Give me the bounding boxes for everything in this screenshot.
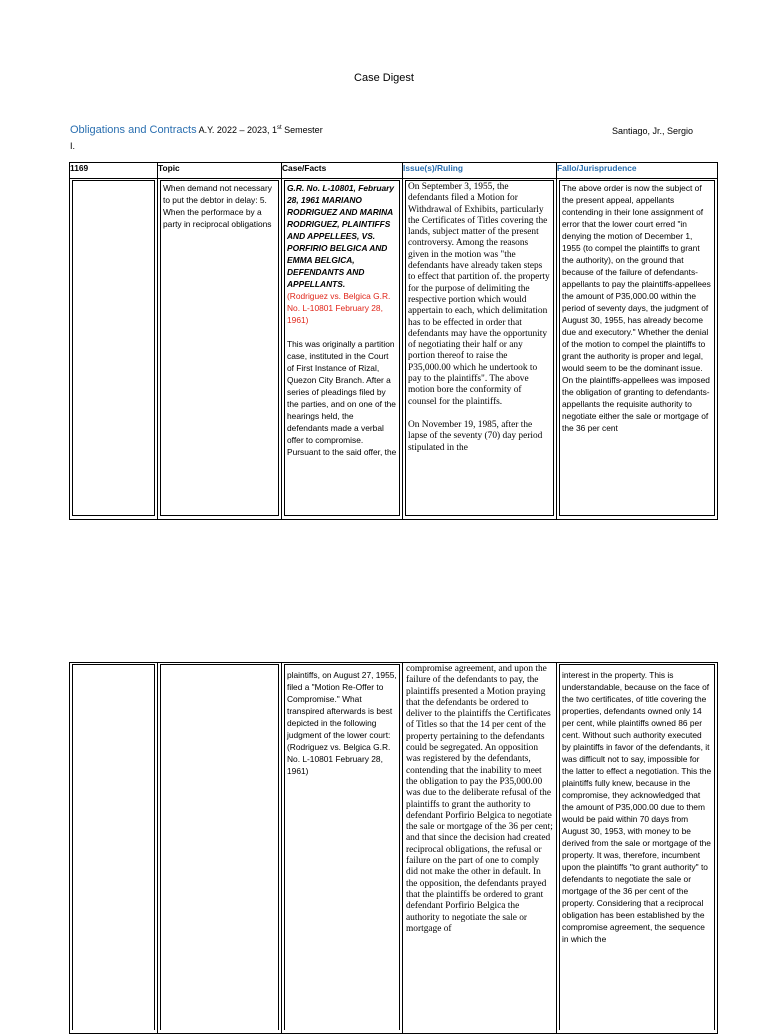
issue-paragraph: On November 19, 1985, after the lapse of the seventy (70) day period stipulated in the bbox=[408, 419, 543, 453]
header-topic: Topic bbox=[158, 163, 282, 179]
case-citation: G.R. No. L-10801, February 28, 1961 MARIANO RODRIGUEZ AND MARINA RODRIGUEZ, PLAINTIFFS AND APPELLEES, VS. PORFIRIO BELGICA AND EMMA BELGICA, DEFENDANTS AND APPELLANTS. bbox=[287, 183, 395, 289]
fallo-cell bbox=[557, 663, 718, 1034]
case-reference: (Rodriguez vs. Belgica G.R. No. L-10801 February 28, 1961) bbox=[287, 742, 391, 776]
table-header-row bbox=[70, 163, 718, 179]
header-case-facts: Case/Facts bbox=[282, 163, 403, 179]
table-row bbox=[70, 179, 718, 520]
subject-line bbox=[70, 124, 323, 136]
header-fallo: Fallo/Jurisprudence bbox=[557, 163, 718, 179]
fallo-cell bbox=[557, 179, 718, 520]
case-facts-text: This was originally a partition case, instituted in the Court of First Instance of Rizal, Quezon City Branch. After a series of pleadings filed by the parties, and on one of the hearings held, the defendants made a verbal offer to compromise. Pursuant to the said offer, the bbox=[287, 339, 397, 457]
header-case-number: 1169 bbox=[70, 163, 158, 179]
issue-paragraph: On September 3, 1955, the defendants filed a Motion for Withdrawal of Exhibits, particularly the Certificates of Titles covering the lands, subject matter of the present controversy. Among the reasons given in the motion was "the defendants have already taken steps to effect that partition of. the property for the purpose of delimiting the respective portion which would appertain to each, which delimitation has to be effected in order that defendants may have the opportunity of negotiating their half or any portion thereof to raise the P35,000.00 which he undertook to pay to the plaintiffs". The above motion bore the conformity of counsel for the plaintiffs. bbox=[408, 182, 550, 407]
issue-ruling-cell bbox=[403, 179, 557, 520]
case-reference: (Rodriguez vs. Belgica G.R. No. L-10801 February 28, 1961) bbox=[287, 291, 391, 325]
case-number-cell bbox=[70, 663, 158, 1034]
subject-name: Obligations and Contracts bbox=[70, 124, 197, 136]
fallo-paragraph: interest in the property. This is understandable, because on the face of the two certificates, of title covering the properties, defendants owned only 14 per cent, while plaintiffs owned 86 per cent. Without such authority executed by plaintiffs in favor of the defendants, it was difficult not to say, impossible for the latter to effect a negotiation. This the plaintiffs fully knew, because in the compromise, they acknowledged that the amount of P35,000.00 due to them would be paid within 70 days from August 30, 1953, with money to be derived from the sale or mortgage of the property. It was, therefore, incumbent upon the plaintiffs "to grant authority" to defendants to negotiate the sale or mortgage of the 36 per cent of the property. Considering that a reciprocal obligation has been established by the compromise agreement, the sequence in which the bbox=[559, 664, 715, 1030]
topic-cell bbox=[158, 663, 282, 1034]
issue-paragraph: compromise agreement, and upon the failure of the defendants to pay, the plaintiffs presented a Motion praying that the defendants be ordered to deliver to the plaintiffs the Certificates of Titles so that the 14 per cent of the property pertaining to the defendants could be segregated. An opposition was registered by the defendants, contending that the inability to meet the obligation to pay the P35,000.00 was due to the deliberate refusal of the plaintiffs to grant the authority to defendant Porfirio Belgica to negotiate the sale or mortgage of the 36 per cent; and that since the decision had created reciprocal obligations, the refusal or failure on the part of one to comply did not make the other in default. In the opposition, the defendants prayed that the plaintiffs be ordered to grant defendant Porfirio Belgica the authority to negotiate the sale or mortgage of bbox=[406, 664, 553, 934]
section-marker: I. bbox=[70, 141, 76, 151]
document-title: Case Digest bbox=[354, 72, 414, 84]
academic-year: A.Y. 2022 – 2023, 1st Semester bbox=[196, 125, 323, 135]
topic-text: When demand not necessary to put the debtor in delay: 5. When the performace by a party in reciprocal obligations bbox=[160, 180, 279, 516]
header-issue-ruling: Issue(s)/Ruling bbox=[403, 163, 557, 179]
author-name: Santiago, Jr., Sergio bbox=[612, 126, 694, 136]
case-facts-cell bbox=[282, 179, 403, 520]
case-number-cell bbox=[70, 179, 158, 520]
case-facts-text: plaintiffs, on August 27, 1955, filed a "Motion Re-Offer to Compromise." What transpired afterwards is best depicted in the following judgment of the lower court: bbox=[287, 670, 397, 740]
case-digest-table bbox=[69, 162, 718, 520]
table-row bbox=[70, 663, 718, 1034]
issue-ruling-cell bbox=[403, 663, 557, 1034]
case-digest-table-continued bbox=[69, 662, 718, 1034]
fallo-paragraph: The above order is now the subject of the present appeal, appellants contending in their lone assignment of error that the lower court erred "in denying the motion of December 1, 1955 (to compel the plaintiffs to grant the authority), on the ground that because of the failure of defendants-appellants to pay the plaintiffs-appellees the amount of P35,000.00 within the period of seventy days, the judgment of August 30, 1955, has already become due and executory." Whether the denial of the motion to compel the plaintiffs to grant the authority is proper and legal, would seem to be the dominant issue. bbox=[562, 183, 711, 373]
topic-cell bbox=[158, 179, 282, 520]
case-facts-cell bbox=[282, 663, 403, 1034]
fallo-paragraph: On the plaintiffs-appellees was imposed the obligation of granting to defendants-appellants the requisite authority to negotiate either the sale or mortgage of the 36 per cent bbox=[562, 375, 710, 433]
